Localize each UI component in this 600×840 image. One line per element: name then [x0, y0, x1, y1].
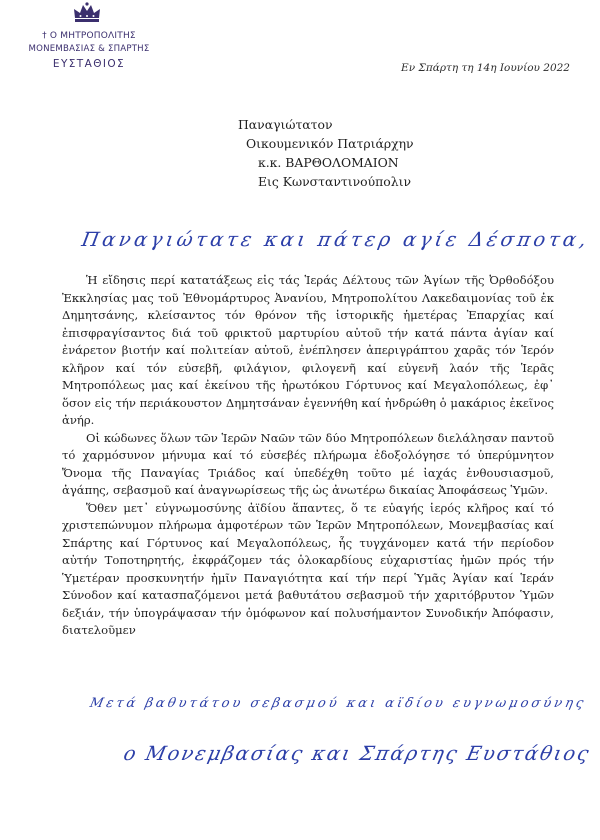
addressee-block: [236, 115, 414, 191]
letterhead: [14, 30, 164, 73]
addressee-line-4: Εις Κωνσταντινούπολιν: [258, 174, 411, 189]
letterhead-name: ΕΥΣΤΑΘΙΟΣ: [52, 58, 126, 70]
addressee-line-2: Οικουμενικόν Πατριάρχην: [246, 136, 414, 151]
body-paragraph-1: Ἡ εἴδησις περί κατατάξεως εἰς τάς Ἱεράς Δέλτους τῶν Ἁγίων τῆς Ὀρθοδόξου Ἐκκλησίας μας τοῦ Ἐθνομάρτυρος Ἀνανίου, Μητροπολίτου Λακεδαιμονίας τοῦ ἐκ Δημητσάνης, κλείσαντος τόν θρόνον τῆς ἱστορικῆς ἡμετέρας Ἐπαρχίας καί ἐπισφραγίσαντος διά τοῦ φρικτοῦ μαρτυρίου αὐτοῦ τήν κατά πάντα ἁγίαν καί ἐνάρετον βιοτήν καί πολιτείαν αὐτοῦ, ἐνέπλησεν ἀπεριγράπτου χαρᾶς τόν Ἱερόν κλῆρον καί τόν εὐσεβῆ, φιλάγιον, φιλογενῆ καί εὐγενῆ λαόν τῆς Ἱερᾶς Μητροπόλεως μας καί ἐκείνου τῆς ἡρωτόκου Γόρτυνος καί Μεγαλοπόλεως, ἐφ᾽ ὅσον εἰς τήν περιάκουστον Δημητσάναν ἐγεννήθη καί ἡνδρώθη ὁ μακάριος ἐκεῖνος ἀνήρ.: [62, 273, 554, 427]
body-paragraph-3: Ὅθεν μετ᾽ εὐγνωμοσύνης ἀϊδίου ἅπαντες, ὅ τε εὐαγής ἱερός κλῆρος καί τό χριστεπώνυμον πλήρωμα ἀμφοτέρων τῶν Ἱερῶν Μητροπόλεων, Μονεμβασίας καί Σπάρτης καί Γόρτυνος καί Μεγαλοπόλεως, ἧς τυγχάνομεν κατά τήν περίοδον αὐτήν Τοποτηρητής, ἐκφράζομεν τάς ὁλοκαρδίους εὐχαριστίας ἡμῶν πρός τήν Ὑμετέραν προσκυνητήν ἡμῖν Παναγιότητα καί τήν περί Ὑμᾶς Ἁγίαν καί Ἱεράν Σύνοδον καί κατασπαζόμενοι μετά βαθυτάτου σεβασμοῦ τήν χαριτόβρυτον Ὑμῶν δεξιάν, τήν ὑπογράψασαν τήν ὁμόφωνον καί πολυσήμαντον Συνοδικήν Ἀπόφασιν, διατελοῦμεν: [62, 500, 554, 637]
body-paragraph-2: Οἱ κώδωνες ὅλων τῶν Ἱερῶν Ναῶν τῶν δύο Μητροπόλεων διελάλησαν παντοῦ τό χαρμόσυνον μήνυμα καί τό εὐσεβές πλήρωμα ἐδοξολόγησε τό ὑπερύμνητον Ὄνομα τῆς Παναγίας Τριάδος καί ὑπεδέχθη τοῦτο μέ ἰαχάς ἐνθουσιασμοῦ, ἀγάπης, σεβασμοῦ καί ἀναγνωρίσεως τῆς ὡς ἀνωτέρω δικαίας Ἀποφάσεως Ὑμῶν.: [62, 430, 554, 497]
handwritten-closing: Μετά βαθυτάτου σεβασμού και αϊδίου ευγνωμοσύνης: [88, 696, 588, 711]
addressee-line-1: Παναγιώτατον: [238, 117, 333, 132]
handwritten-signature: ο Μονεμβασίας και Σπάρτης Ευστάθιος: [121, 742, 593, 765]
letter-date: Εν Σπάρτη τη 14η Ιουνίου 2022: [401, 62, 570, 74]
letter-body: [62, 272, 554, 640]
addressee-line-3: κ.κ. ΒΑΡΘΟΛΟΜΑΙΟΝ: [258, 155, 399, 170]
crown-emblem-icon: [72, 2, 102, 24]
handwritten-salutation: Παναγιώτατε και πάτερ αγίε Δέσποτα,: [79, 228, 592, 251]
letterhead-see: ΜΟΝΕΜΒΑΣΙΑΣ & ΣΠΑΡΤΗΣ: [28, 44, 150, 54]
letterhead-title: † Ο ΜΗΤΡΟΠΟΛΙΤΗΣ: [42, 31, 136, 41]
